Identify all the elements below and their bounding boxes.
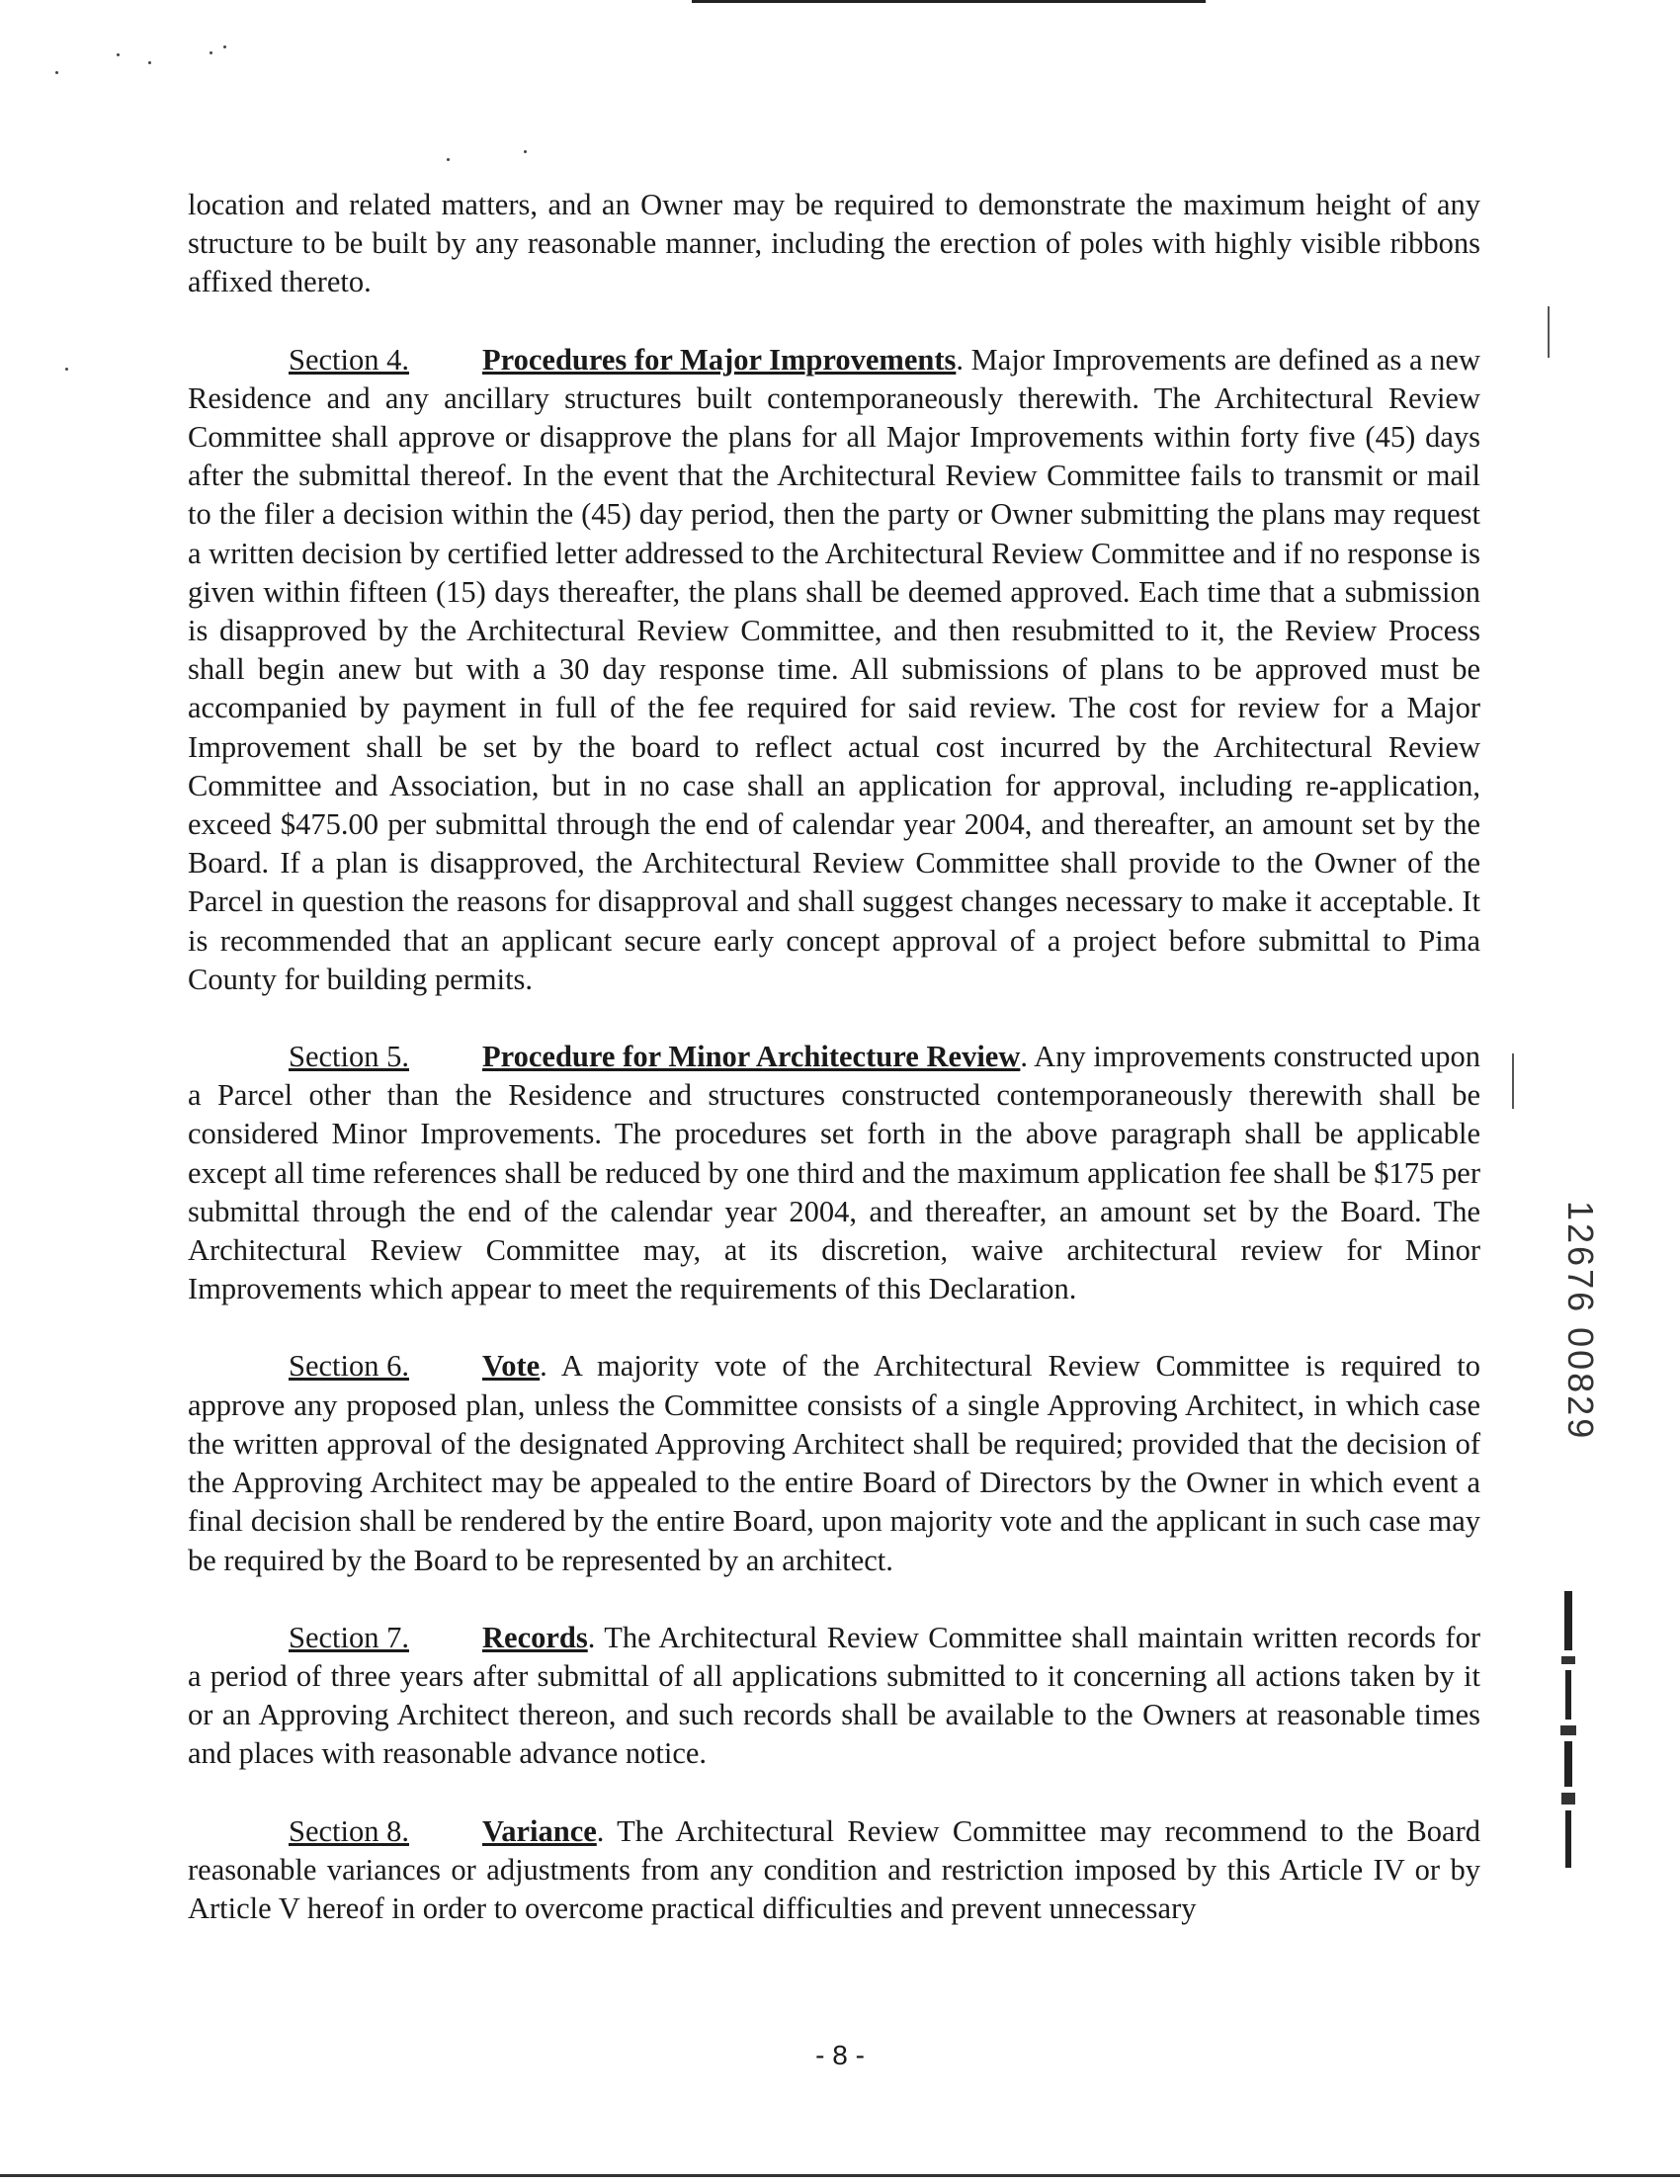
scan-speck bbox=[524, 150, 527, 153]
barcode-strip bbox=[1555, 1591, 1581, 1868]
scan-speck bbox=[117, 53, 120, 56]
section-title: Records bbox=[482, 1620, 588, 1654]
section-6 bbox=[188, 1347, 1480, 1579]
section-label: Section 4. bbox=[289, 342, 409, 377]
section-7 bbox=[188, 1619, 1480, 1774]
intro-paragraph: location and related matters, and an Owner may be required to demonstrate the maximum height of any structure to be built by any reasonable manner, including the erection of poles with highly visible ribbons affixed thereto. bbox=[188, 188, 1480, 299]
section-5 bbox=[188, 1038, 1480, 1308]
scan-speck bbox=[447, 158, 450, 161]
section-4 bbox=[188, 341, 1480, 999]
section-label: Section 8. bbox=[289, 1813, 409, 1848]
margin-mark bbox=[1548, 306, 1550, 358]
scan-edge-top bbox=[692, 0, 1206, 3]
section-body: . The Architectural Review Committee shall maintain written records for a period of three years after submittal of all applications submitted to it concerning all actions taken by it or an Approving Architect thereon, and such records shall be available to the Owners at reasonable times and places with reasonable advance notice. bbox=[188, 1620, 1480, 1771]
section-body: . Any improvements constructed upon a Parcel other than the Residence and structures constructed contemporaneously therewith shall be considered Minor Improvements. The procedures set forth in the above paragraph shall be applicable except all time references shall be reduced by one third and the maximum application fee shall be $175 per submittal through the end of the calendar year 2004, and thereafter, an amount set by the Board. The Architectural Review Committee may, at its discretion, waive architectural review for Minor Improvements which appear to meet the requirements of this Declaration. bbox=[188, 1040, 1480, 1306]
scan-speck bbox=[223, 45, 226, 48]
recording-stamp: 12676 00829 bbox=[1560, 1201, 1601, 1442]
margin-mark bbox=[1512, 1053, 1514, 1109]
section-title: Variance bbox=[482, 1813, 597, 1848]
section-title: Procedures for Major Improvements bbox=[482, 342, 957, 377]
section-body: . Major Improvements are defined as a new Residence and any ancillary structures built contemporaneously therewith. The Architectural Review Committee shall approve or disapprove the plans for all Major Improvements within forty five (45) days after the submittal thereof. In the event that the Architectural Review Committee fails to transmit or mail to the filer a decision within the (45) day period, then the party or Owner submitting the plans may request a written decision by certified letter addressed to the Architectural Review Committee and if no response is given within fifteen (15) days thereafter, the plans shall be deemed approved. Each time that a submission is disapproved by the Architectural Review Committee, and then resubmitted to it, the Review Process shall begin anew but with a 30 day response time. All submissions of plans to be approved must be accompanied by payment in full of the fee required for said review. The cost for review for a Major Improvement shall be set by the board to reflect actual cost incurred by the Architectural Review Committee and Association, but in no case shall an application for approval, including re-application, exceed $475.00 per submittal through the end of calendar year 2004, and thereafter, an amount set by the Board. If a plan is disapproved, the Architectural Review Committee shall provide to the Owner of the Parcel in question the reasons for disapproval and shall suggest changes necessary to make it acceptable. It is recommended that an applicant secure early concept approval of a project before submittal to Pima County for building permits. bbox=[188, 342, 1480, 996]
section-body: . A majority vote of the Architectural Review Committee is required to approve any proposed plan, unless the Committee consists of a single Approving Architect, in which case the written approval of the designated Approving Architect shall be required; provided that the decision of the Approving Architect may be appealed to the entire Board of Directors by the Owner in which event a final decision shall be rendered by the entire Board, upon majority vote and the applicant in such case may be required by the Board to be represented by an architect. bbox=[188, 1349, 1480, 1577]
section-label: Section 7. bbox=[289, 1620, 409, 1654]
scan-edge-bottom bbox=[0, 2174, 1680, 2177]
section-title: Procedure for Minor Architecture Review bbox=[482, 1040, 1021, 1074]
scan-speck bbox=[65, 368, 68, 371]
scan-speck bbox=[148, 61, 151, 64]
section-body: . The Architectural Review Committee may recommend to the Board reasonable variances or adjustments from any condition and restriction imposed by this Article IV or by Article V hereof in order to overcome practical difficulties and prevent unnecessary bbox=[188, 1813, 1480, 1925]
section-label: Section 5. bbox=[289, 1040, 409, 1074]
section-title: Vote bbox=[482, 1349, 541, 1384]
page-number: - 8 - bbox=[815, 2040, 865, 2070]
scan-speck bbox=[55, 71, 58, 74]
section-label: Section 6. bbox=[289, 1349, 409, 1384]
document-page bbox=[188, 186, 1480, 1967]
scan-speck bbox=[210, 51, 212, 54]
section-8 bbox=[188, 1812, 1480, 1929]
